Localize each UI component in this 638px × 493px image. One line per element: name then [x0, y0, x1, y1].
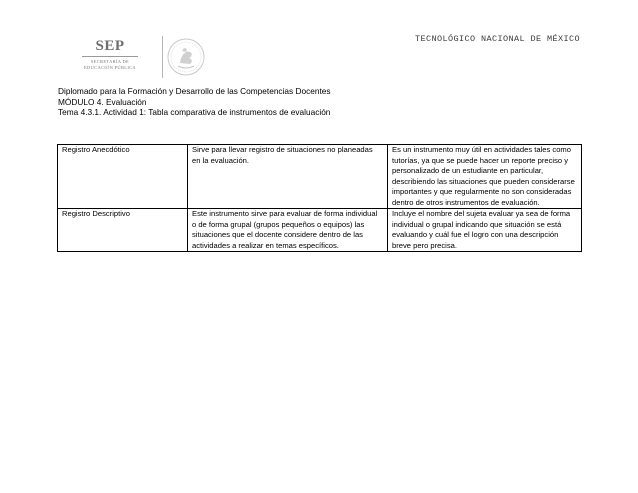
mexico-seal-icon	[166, 37, 206, 77]
table-row	[58, 209, 582, 252]
instrument-definition-cell: Sirve para llevar registro de situaciones no planeadas en la evaluación.	[188, 145, 388, 209]
activity-title: Tema 4.3.1. Actividad 1: Tabla comparativa de instrumentos de evaluación	[58, 107, 331, 117]
sep-logo-line2: EDUCACIÓN PÚBLICA	[84, 65, 136, 70]
comparison-table	[57, 144, 582, 252]
sep-wordmark	[62, 34, 154, 80]
table-row	[58, 145, 582, 209]
instrument-name-cell: Registro Descriptivo	[58, 209, 188, 252]
module-title: MÓDULO 4. Evaluación	[58, 96, 147, 107]
sep-logo-subtitle	[72, 59, 148, 71]
document-heading	[58, 86, 331, 118]
instrument-comment-cell: Incluye el nombre del sujeta evaluar ya sea de forma individual o grupal indicando que situación se está evaluando y cuál fue el logro con una descripción breve pero precisa.	[388, 209, 582, 252]
sep-logo-rule	[82, 56, 138, 57]
sep-logo-line1: SECRETARÍA DE	[90, 59, 130, 64]
sep-logo	[62, 34, 192, 80]
instrument-definition-cell: Este instrumento sirve para evaluar de forma individual o de forma grupal (grupos pequeños o equipos) las situaciones que el docente considere dentro de las actividades a realizar en temas específicos.	[188, 209, 388, 252]
instrument-name-cell: Registro Anecdótico	[58, 145, 188, 209]
instrument-comment-cell: Es un instrumento muy útil en actividades tales como tutorías, ya que se puede hacer un reporte preciso y personalizado de un estudiante en particular, describiendo las situaciones que pueden considerarse importantes y que regularmente no son consideradas dentro de otros instrumentos de evaluación.	[388, 145, 582, 209]
sep-logo-name: SEP	[95, 38, 125, 54]
logo-divider	[162, 36, 163, 78]
course-title: Diplomado para la Formación y Desarrollo de las Competencias Docentes	[58, 86, 331, 96]
institution-name: TECNOLÓGICO NACIONAL DE MÉXICO	[414, 34, 580, 44]
